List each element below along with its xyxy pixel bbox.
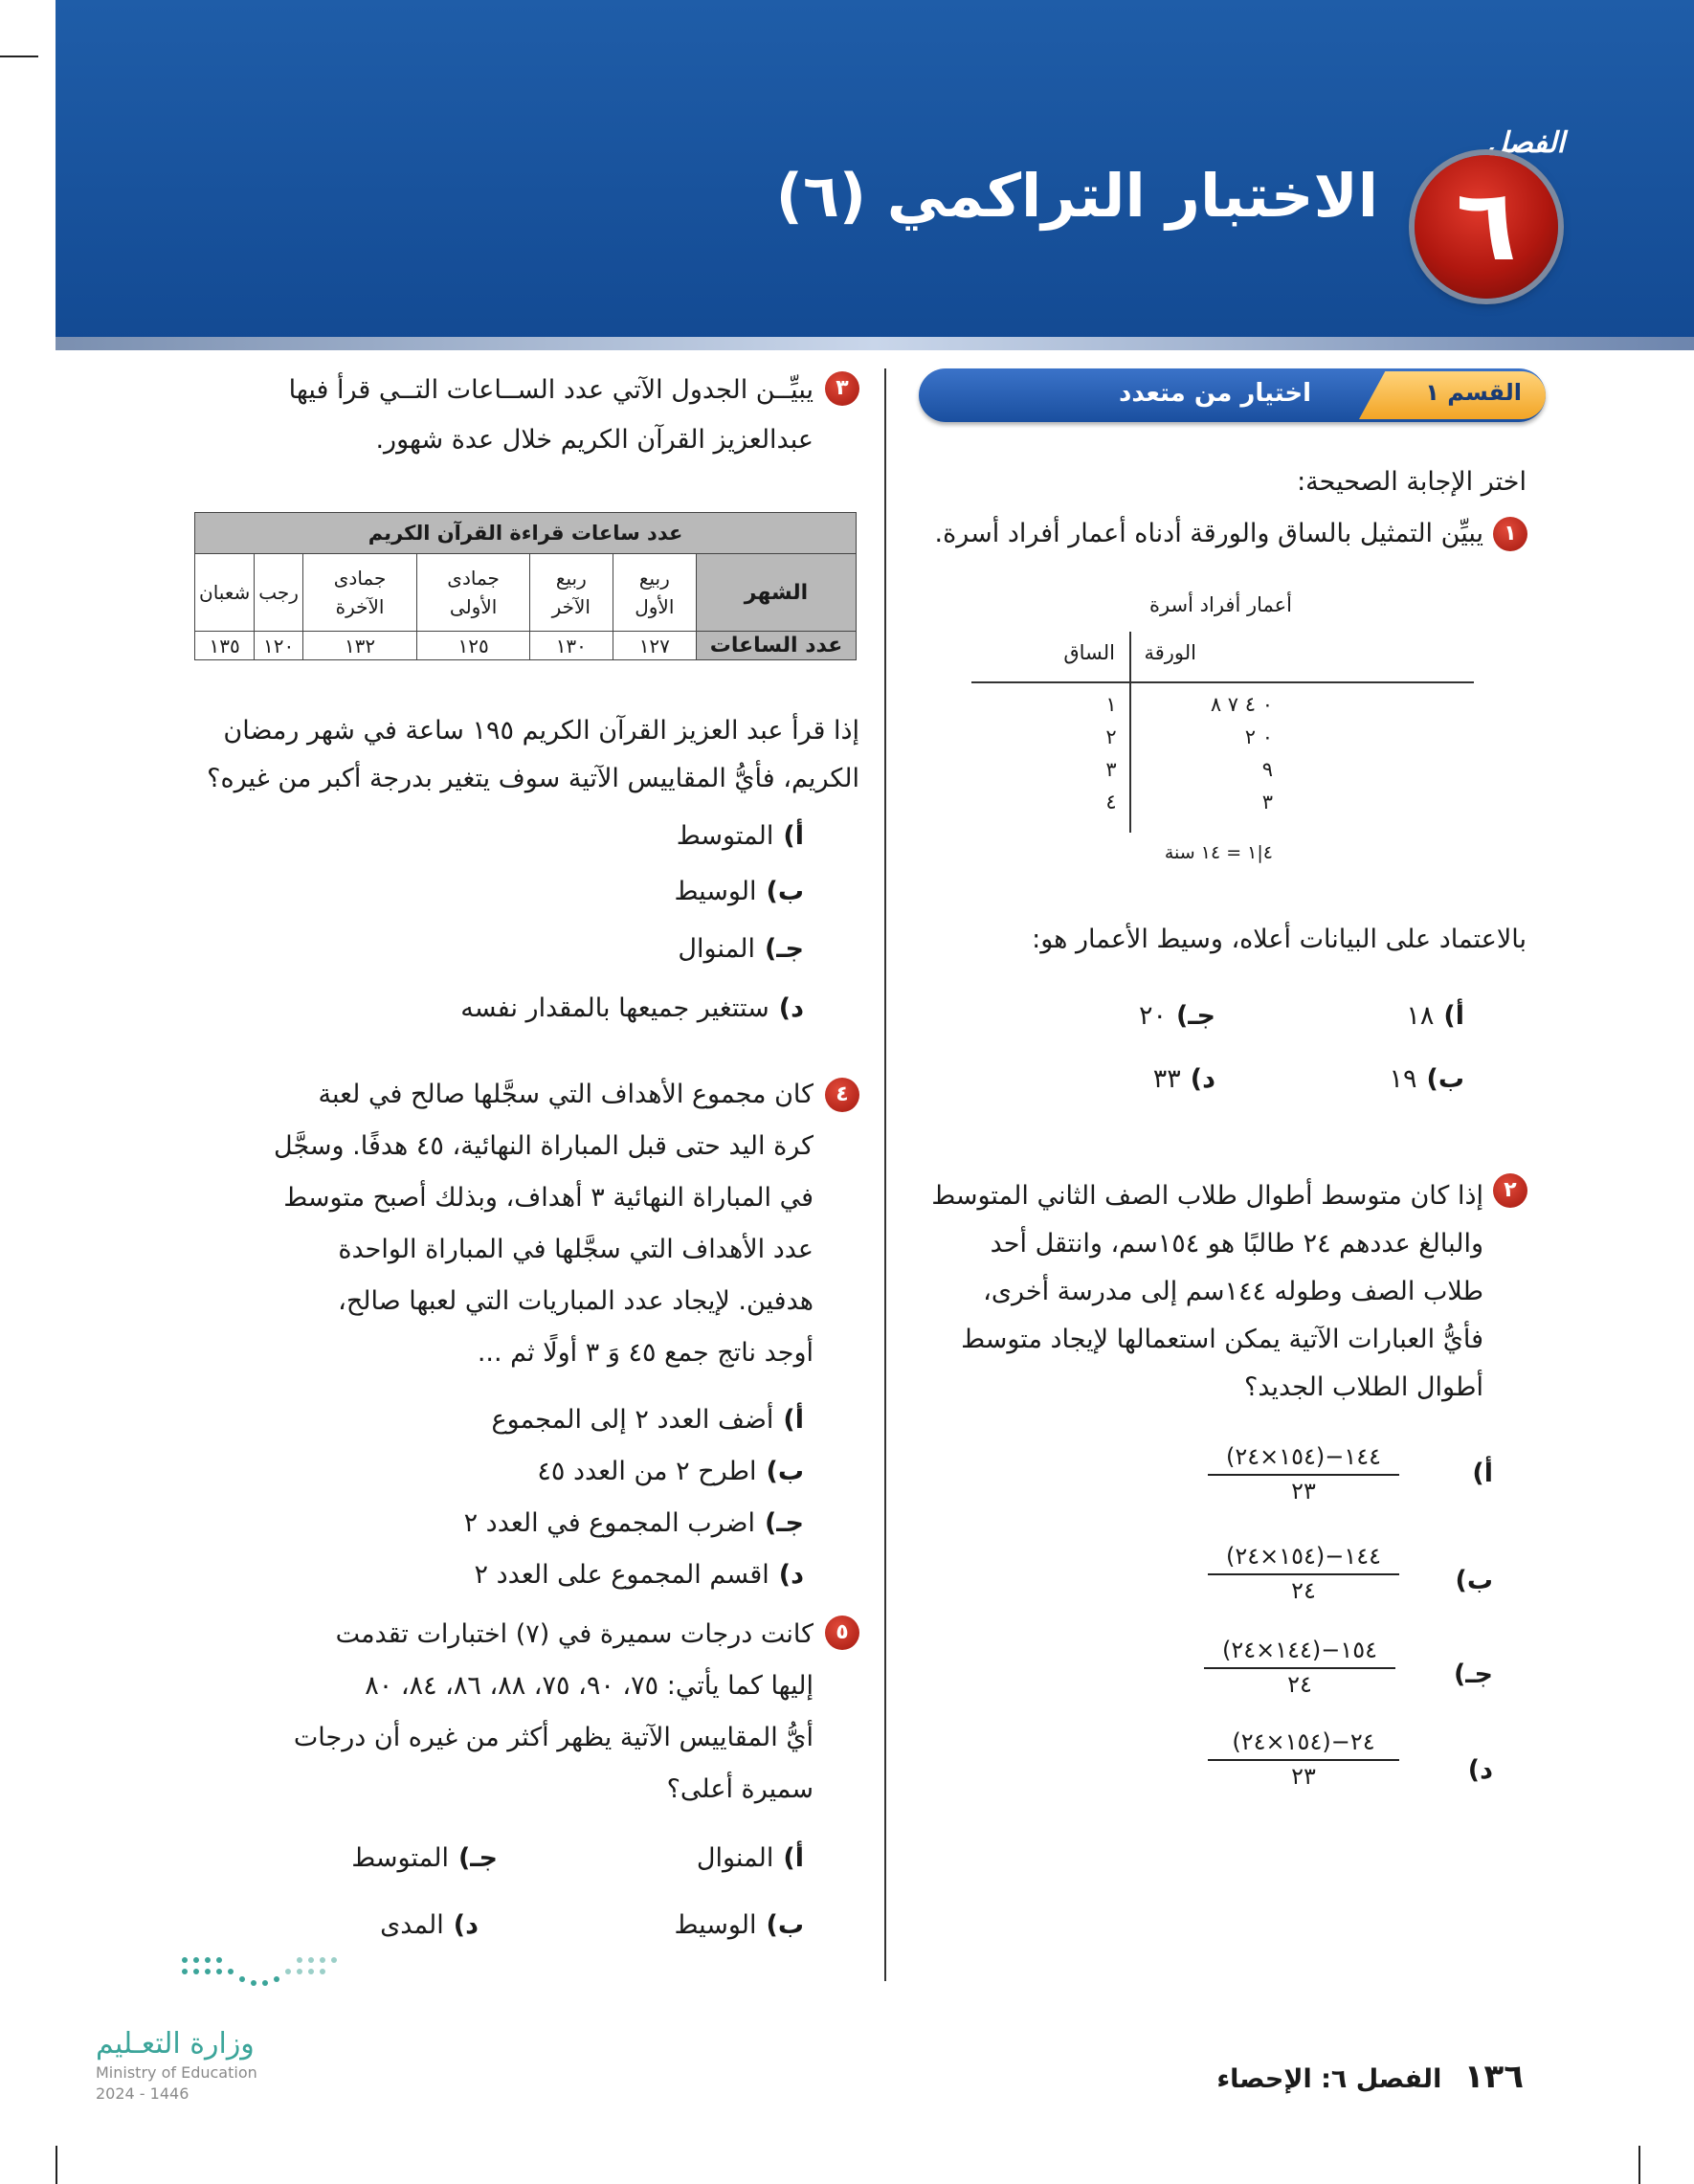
plot-stem: ٣ [1105,758,1117,781]
crop-mark [56,2146,57,2184]
question-3-line: يبيِّــن الجدول الآتي عدد الســاعات التــي قرأ فيها [288,375,814,405]
question-1-text: يبيِّن التمثيل بالساق والورقة أدناه أعمار أفراد أسرة. [934,519,1483,548]
option-label: أ) [783,1405,804,1435]
plot-stem: ٤ [1105,791,1117,813]
option-b[interactable] [1426,1562,1493,1600]
table-row-header: عدد الساعات [697,632,857,660]
option-d[interactable] [1091,1060,1215,1099]
option-value: أضف العدد ٢ إلى المجموع [491,1405,774,1435]
option-label: أ) [783,1843,804,1873]
hours-table [194,512,857,660]
option-c[interactable] [1416,1656,1493,1694]
plot-header-rule [971,681,1474,683]
fraction-numerator: (١٤٤×٢٤)−١٥٤ [1204,1637,1395,1669]
page-title: الاختبار التراكمي (٦) [775,161,1378,231]
ministry-name-english: Ministry of Education [96,2063,257,2082]
option-value: المدى [380,1910,444,1940]
option-label: د) [453,1910,479,1940]
crop-mark [1638,2146,1640,2184]
page-footer [1208,2058,1524,2096]
crop-mark [0,56,38,57]
plot-stem: ٢ [1105,725,1117,748]
question-2-line: أطوال الطلاب الجديد؟ [1244,1372,1483,1402]
question-1-prompt: بالاعتماد على البيانات أعلاه، وسيط الأعمار هو: [1032,925,1527,954]
option-b[interactable] [479,873,804,911]
fraction-option-b [1208,1543,1399,1604]
chapter-number: ٦ [1456,167,1517,283]
fraction-option-a [1208,1443,1399,1504]
table-cell: ١٢٧ [613,632,696,660]
option-a[interactable] [479,817,804,856]
option-label: د) [1190,1064,1215,1094]
plot-stem-rule [1129,632,1131,833]
question-3-badge: ٣ [825,371,859,406]
option-a[interactable] [1321,997,1464,1036]
option-label: أ) [1472,1459,1493,1488]
instruction: اختر الإجابة الصحيحة: [1297,467,1527,497]
option-d[interactable] [383,990,804,1028]
page-number: ١٣٦ [1463,2058,1524,2096]
plot-key: ٤|١ = ١٤ سنة [1164,842,1273,863]
table-caption: عدد ساعات قراءة القرآن الكريم [195,513,857,554]
question-4-line: في المباراة النهائية ٣ أهداف، وبذلك أصبح متوسط [283,1183,814,1213]
fraction-denominator: ٢٣ [1291,1763,1316,1790]
option-value: المتوسط [676,821,774,851]
option-value: اضرب المجموع في العدد ٢ [463,1508,755,1538]
table-cell: ١٣٠ [530,632,613,660]
table-cell: ربيع الأول [613,554,696,632]
column-divider [884,368,886,1981]
option-b[interactable] [1321,1060,1464,1099]
option-value: ١٩ [1389,1064,1417,1094]
table-cell: ١٢٥ [417,632,530,660]
option-d[interactable] [402,1556,804,1594]
option-value: اقسم المجموع على العدد ٢ [474,1560,769,1590]
fraction-denominator: ٢٤ [1287,1671,1312,1698]
option-value: المنوال [696,1843,774,1873]
question-4-line: أوجد ناتج جمع ٤٥ وَ ٣ أولًا ثم ... [477,1338,814,1368]
chapter-word: الفصل [1486,126,1565,160]
plot-leaves: ٩ [1261,758,1273,781]
option-label: د) [778,993,804,1023]
question-2-line: فأيُّ العبارات الآتية يمكن استعمالها لإيجاد متوسط [961,1325,1483,1354]
option-value: ٣٣ [1152,1064,1181,1094]
ministry-name-arabic: وزارة التعـليم [96,2027,255,2061]
option-a[interactable] [613,1839,804,1878]
question-4-line: كان مجموع الأهداف التي سجَّلها صالح في لعبة [318,1080,814,1109]
question-4-line: عدد الأهداف التي سجَّلها في المباراة الواحدة [338,1235,814,1264]
question-2-line: والبالغ عددهم ٢٤ طالبًا هو ١٥٤سم، وانتقل أحد [990,1229,1483,1259]
option-label: ب) [1426,1064,1464,1094]
option-label: جـ) [764,1508,804,1538]
plot-leaf-header: الورقة [1144,641,1196,664]
option-label: جـ) [457,1843,498,1873]
plot-title: أعمار أفراد أسرة [1148,593,1292,616]
table-cell: ربيع الآخر [530,554,613,632]
question-4-line: هدفين. لإيجاد عدد المباريات التي لعبها صالح، [338,1286,814,1316]
option-a[interactable] [1426,1455,1493,1493]
fraction-option-d [1208,1728,1399,1790]
table-row-header: الشهر [697,554,857,632]
question-5-line: كانت درجات سميرة في (٧) اختبارات تقدمت [335,1619,814,1649]
question-5-line: سميرة أعلى؟ [666,1774,814,1804]
option-value: اطرح ٢ من العدد ٤٥ [537,1457,757,1486]
option-label: ب) [766,877,804,906]
section-number: القسم ١ [1425,379,1522,406]
table-cell: شعبان [195,554,255,632]
option-c[interactable] [287,1839,498,1878]
option-b[interactable] [613,1906,804,1945]
plot-leaves: ٠ ٤ ٧ ٨ [1210,693,1273,716]
table-cell: رجب [255,554,303,632]
plot-leaves: ٣ [1261,791,1273,813]
option-value: المنوال [678,934,755,964]
option-value: ١٨ [1406,1001,1435,1031]
option-value: ستتغير جميعها بالمقدار نفسه [460,993,769,1023]
section-title: اختيار من متعدد [1119,379,1311,408]
option-label: أ) [1443,1001,1464,1031]
question-1-badge: ١ [1493,517,1527,551]
option-label: أ) [783,821,804,851]
question-3-line: عبدالعزيز القرآن الكريم خلال عدة شهور. [375,425,814,455]
option-label: ب) [766,1457,804,1486]
option-label: ب) [1455,1566,1493,1595]
table-cell: ١٣٥ [195,632,255,660]
question-2-line: طلاب الصف وطوله ١٤٤سم إلى مدرسة أخرى، [983,1277,1483,1306]
question-3-prompt: إذا قرأ عبد العزيز القرآن الكريم ١٩٥ ساعة في شهر رمضان [223,716,859,746]
option-c[interactable] [479,930,804,969]
option-c[interactable] [1091,997,1215,1036]
option-d[interactable] [287,1906,479,1945]
question-5-badge: ٥ [825,1616,859,1650]
table-cell: جمادى الأولى [417,554,530,632]
option-value: الوسيط [674,877,757,906]
table-cell: جمادى الآخرة [302,554,416,632]
question-2-line: إذا كان متوسط أطوال طلاب الصف الثاني المتوسط [931,1181,1483,1211]
question-5-line: إليها كما يأتي: ٧٥، ٩٠، ٧٥، ٨٨، ٨٦، ٨٤، ٨٠ [365,1671,814,1701]
option-label: جـ) [1175,1001,1215,1031]
fraction-numerator: (١٥٤×٢٤)−٢٤ [1208,1728,1399,1761]
option-c[interactable] [402,1504,804,1543]
option-label: جـ) [764,934,804,964]
option-b[interactable] [402,1453,804,1491]
option-label: د) [1467,1755,1493,1785]
question-4-badge: ٤ [825,1078,859,1112]
fraction-denominator: ٢٤ [1291,1577,1316,1604]
option-label: جـ) [1453,1660,1493,1689]
option-value: المتوسط [351,1843,449,1873]
question-5-line: أيُّ المقاييس الآتية يظهر أكثر من غيره أن درجات [293,1723,814,1752]
fraction-option-c [1204,1637,1395,1698]
header-shadow [56,337,1694,350]
question-3-prompt: الكريم، فأيُّ المقاييس الآتية سوف يتغير بدرجة أكبر من غيره؟ [207,764,859,793]
chapter-reference: الفصل ٦: الإحصاء [1216,2064,1442,2094]
ministry-year: 2024 - 1446 [96,2084,189,2103]
table-cell: ١٢٠ [255,632,303,660]
ministry-logo-icon [177,1952,340,1991]
option-value: الوسيط [674,1910,757,1940]
option-label: د) [778,1560,804,1590]
option-value: ٢٠ [1138,1001,1167,1031]
table-cell: ١٣٢ [302,632,416,660]
option-a[interactable] [402,1401,804,1439]
question-4-line: كرة اليد حتى قبل المباراة النهائية، ٤٥ هدفًا. وسجَّل [274,1131,814,1161]
plot-stem-header: الساق [1063,641,1115,664]
fraction-numerator: (١٥٤×٢٤)−١٤٤ [1208,1543,1399,1575]
question-2-badge: ٢ [1493,1173,1527,1208]
fraction-denominator: ٢٣ [1291,1478,1316,1504]
fraction-numerator: (١٥٤×٢٤)−١٤٤ [1208,1443,1399,1476]
option-label: ب) [766,1910,804,1940]
plot-stem: ١ [1105,693,1117,716]
option-d[interactable] [1426,1751,1493,1790]
plot-leaves: ٠ ٢ [1244,725,1273,748]
